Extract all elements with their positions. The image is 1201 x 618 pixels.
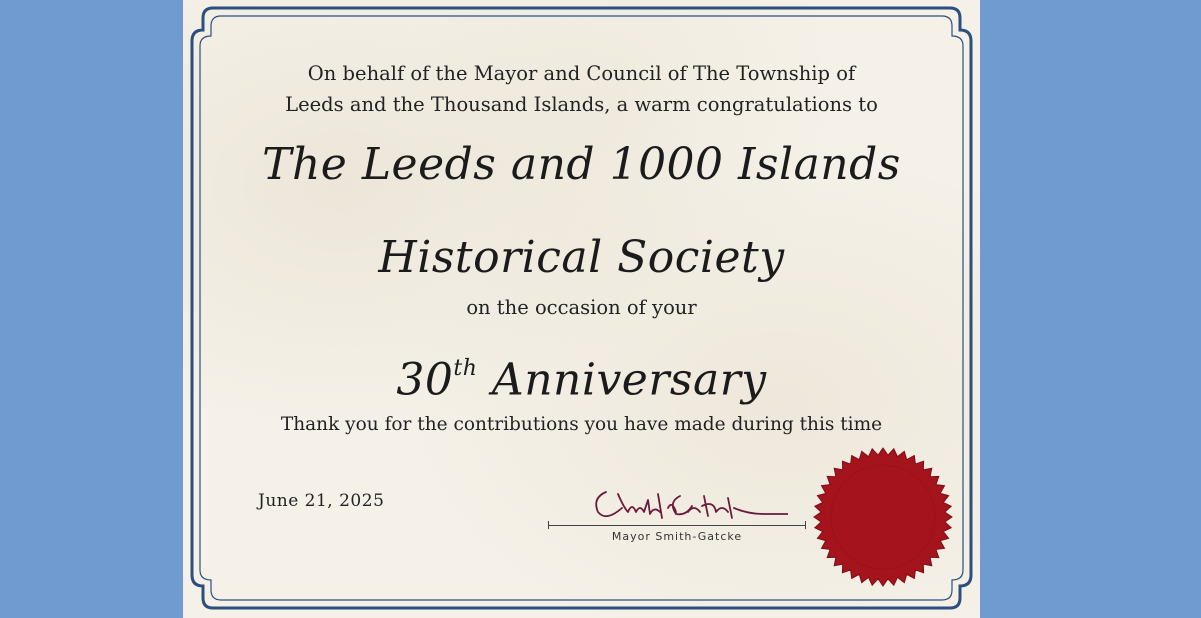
- red-seal: [813, 447, 953, 587]
- signature-line-tick-left: [548, 521, 549, 529]
- anniversary-suffix: th: [453, 356, 478, 381]
- recipient-line-2: Historical Society: [378, 232, 785, 283]
- intro-text: [183, 58, 980, 120]
- occasion-text: on the occasion of your: [466, 296, 697, 319]
- recipient-line-1: The Leeds and 1000 Islands: [262, 139, 901, 190]
- signature-block: [548, 470, 808, 550]
- handwritten-signature: [588, 478, 788, 528]
- anniversary-word: Anniversary: [491, 354, 767, 406]
- thanks-text: Thank you for the contributions you have made during this time: [280, 414, 883, 435]
- certificate-date: June 21, 2025: [258, 491, 385, 511]
- anniversary-number: 30: [396, 354, 454, 406]
- intro-line-2: Leeds and the Thousand Islands, a warm congratulations to: [285, 93, 878, 116]
- signature-line-tick-right: [805, 521, 806, 529]
- certificate: [183, 0, 980, 618]
- signature-line: [548, 525, 806, 526]
- anniversary-heading: [183, 343, 980, 411]
- signatory-title: Mayor Smith-Gatcke: [611, 530, 743, 543]
- intro-line-1: On behalf of the Mayor and Council of The Township of: [307, 62, 856, 85]
